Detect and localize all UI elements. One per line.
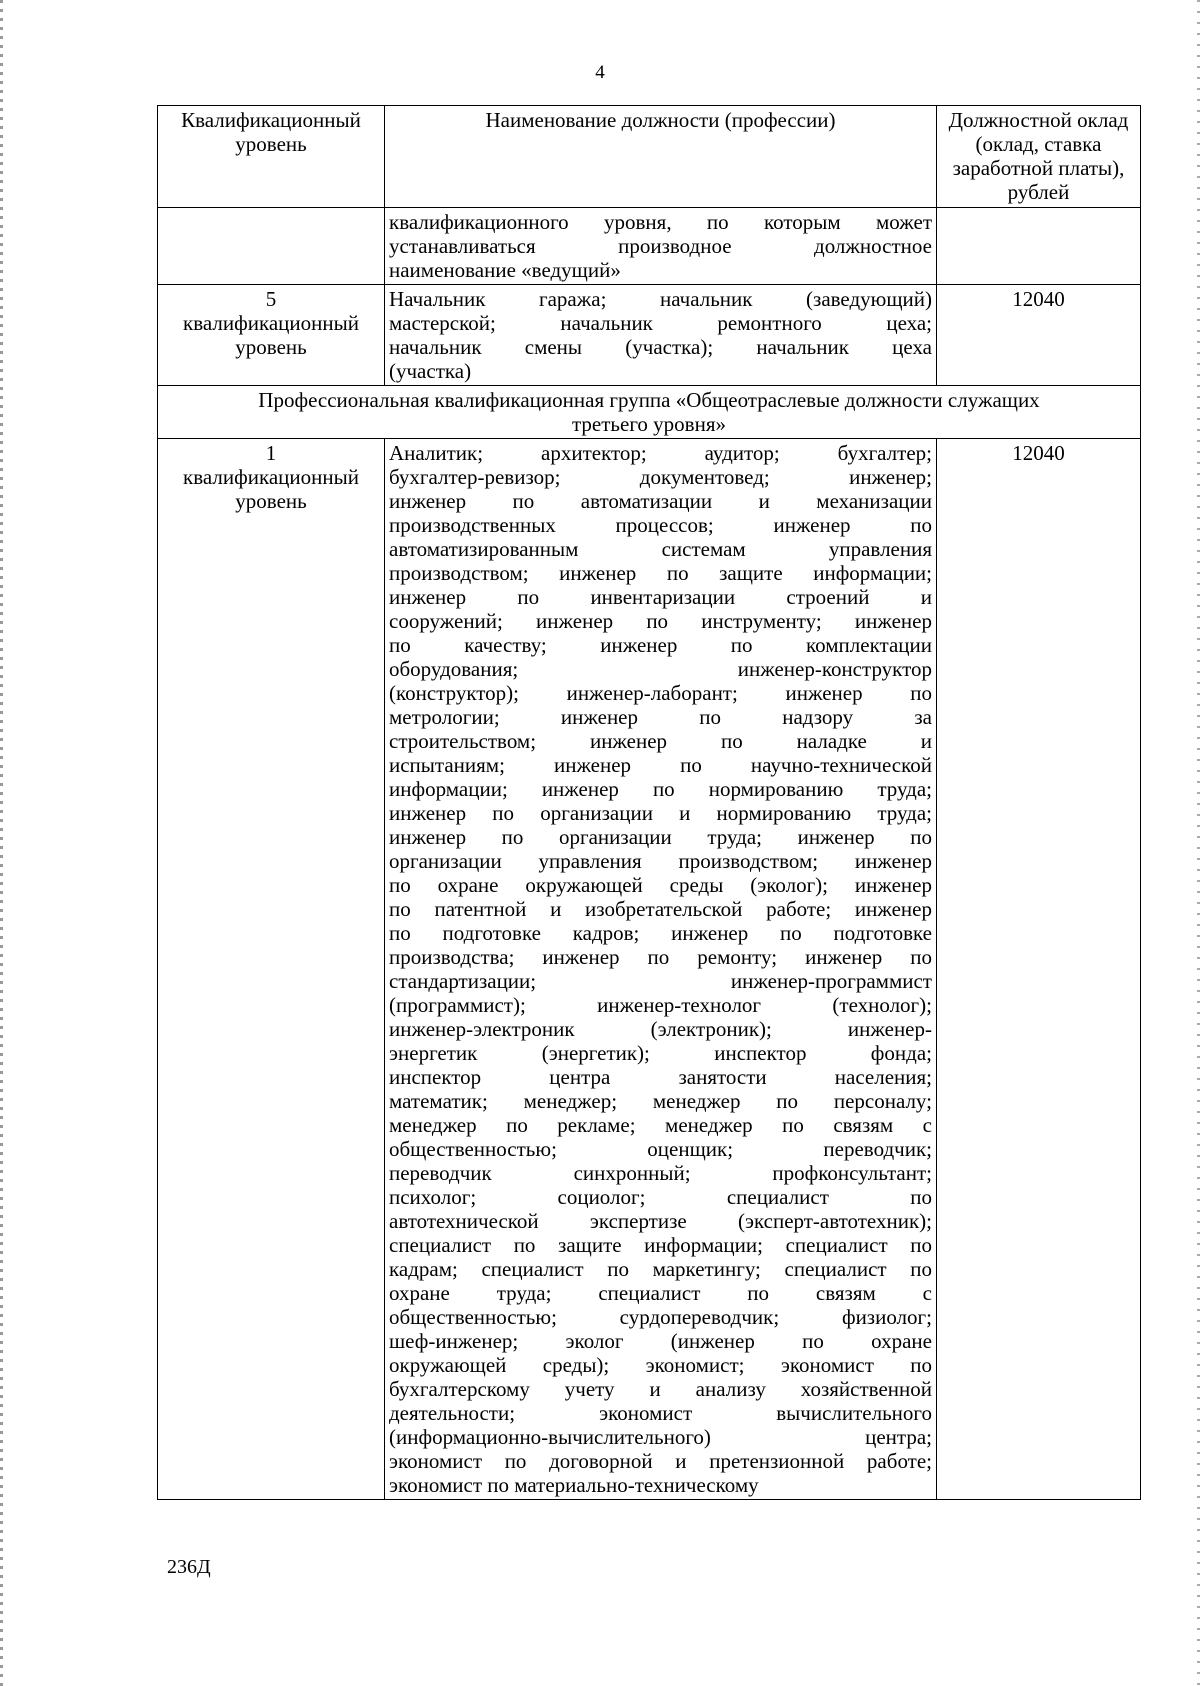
position-line: стандартизации; инженер-программист xyxy=(389,969,932,993)
position-line: бухгалтер-ревизор; документовед; инженер; xyxy=(389,465,932,489)
position-line: энергетик (энергетик); инспектор фонда; xyxy=(389,1041,932,1065)
position-line: производственных процессов; инженер по xyxy=(389,513,932,537)
position-line: инженер по автоматизации и механизации xyxy=(389,489,932,513)
position-line: экономист по договорной и претензионной работе; xyxy=(389,1449,932,1473)
position-line: менеджер по рекламе; менеджер по связям с xyxy=(389,1113,932,1137)
header-position: Наименование должности (профессии) xyxy=(385,106,937,208)
position-line: общественностью; оценщик; переводчик; xyxy=(389,1137,932,1161)
position-line: производством; инженер по защите информации; xyxy=(389,561,932,585)
position-line: строительством; инженер по наладке и xyxy=(389,729,932,753)
position-line: общественностью; сурдопереводчик; физиолог; xyxy=(389,1305,932,1329)
position-line: инженер по инвентаризации строений и xyxy=(389,585,932,609)
position-line: мастерской; начальник ремонтного цеха; xyxy=(389,311,932,335)
position-line: (программист); инженер-технолог (технолог); xyxy=(389,993,932,1017)
position-line: кадрам; специалист по маркетингу; специалист по xyxy=(389,1257,932,1281)
continuation-level-cell xyxy=(158,208,385,285)
continuation-row xyxy=(158,208,1141,285)
scan-edge-left xyxy=(0,0,3,1686)
position-line: начальник смены (участка); начальник цеха xyxy=(389,335,932,359)
position-line: устанавливаться производное должностное xyxy=(389,234,932,258)
position-line: оборудования; инженер-конструктор xyxy=(389,657,932,681)
continuation-position-cell xyxy=(385,208,937,285)
position-line: (информационно-вычислительного) центра; xyxy=(389,1425,932,1449)
level-word: уровень xyxy=(235,489,307,513)
position-line: по охране окружающей среды (эколог); инженер xyxy=(389,873,932,897)
document-code: 236Д xyxy=(167,1556,211,1578)
position-line: автотехнической экспертизе (эксперт-автотехник); xyxy=(389,1209,932,1233)
qualification-table xyxy=(157,105,1141,1500)
position-line: окружающей среды); экономист; экономист по xyxy=(389,1353,932,1377)
position-line: по качеству; инженер по комплектации xyxy=(389,633,932,657)
position-line: производства; инженер по ремонту; инженер по xyxy=(389,945,932,969)
position-line: организации управления производством; инженер xyxy=(389,849,932,873)
continuation-salary-cell xyxy=(937,208,1141,285)
position-line: по патентной и изобретательской работе; инженер xyxy=(389,897,932,921)
position-line: сооружений; инженер по инструменту; инженер xyxy=(389,609,932,633)
position-line: наименование «ведущий» xyxy=(389,258,621,282)
position-line: деятельности; экономист вычислительного xyxy=(389,1401,932,1425)
position-line: охране труда; специалист по связям с xyxy=(389,1281,932,1305)
header-level: Квалификационный уровень xyxy=(158,106,385,208)
table-header-row xyxy=(158,106,1141,208)
group-title-line: третьего уровня» xyxy=(572,412,726,436)
level-number: 5 xyxy=(265,287,277,311)
level-number: 1 xyxy=(265,441,277,465)
level1-salary: 12040 xyxy=(937,439,1141,1500)
level5-level-cell xyxy=(158,285,385,386)
position-line: квалификационного уровня, по которым может xyxy=(389,210,932,234)
position-line: информации; инженер по нормированию труда; xyxy=(389,777,932,801)
position-line: Аналитик; архитектор; аудитор; бухгалтер; xyxy=(389,441,932,465)
level-word: квалификационный xyxy=(183,465,359,489)
level-word: уровень xyxy=(235,335,307,359)
position-line: метрологии; инженер по надзору за xyxy=(389,705,932,729)
position-line: математик; менеджер; менеджер по персоналу; xyxy=(389,1089,932,1113)
position-line: (участка) xyxy=(389,359,472,383)
position-line: инженер по организации и нормированию труда; xyxy=(389,801,932,825)
position-line: шеф-инженер; эколог (инженер по охране xyxy=(389,1329,932,1353)
position-line: переводчик синхронный; профконсультант; xyxy=(389,1161,932,1185)
position-line: бухгалтерскому учету и анализу хозяйственной xyxy=(389,1377,932,1401)
position-line: по подготовке кадров; инженер по подготовке xyxy=(389,921,932,945)
position-line: (конструктор); инженер-лаборант; инженер по xyxy=(389,681,932,705)
position-line: экономист по материально-техническому xyxy=(389,1473,759,1497)
level1-row xyxy=(158,439,1141,1500)
level5-row xyxy=(158,285,1141,386)
level5-position-cell xyxy=(385,285,937,386)
group-title-cell xyxy=(158,386,1141,439)
header-salary: Должностной оклад (оклад, ставка заработной платы), рублей xyxy=(937,106,1141,208)
page-number: 4 xyxy=(595,62,605,83)
group-title-line: Профессиональная квалификационная группа «Общеотраслевые должности служащих xyxy=(258,388,1040,412)
level1-position-cell xyxy=(385,439,937,1500)
position-line: инженер по организации труда; инженер по xyxy=(389,825,932,849)
position-line: испытаниям; инженер по научно-технической xyxy=(389,753,932,777)
position-line: инспектор центра занятости населения; xyxy=(389,1065,932,1089)
position-line: психолог; социолог; специалист по xyxy=(389,1185,932,1209)
position-line: Начальник гаража; начальник (заведующий) xyxy=(389,287,932,311)
group-row xyxy=(158,386,1141,439)
position-line: специалист по защите информации; специалист по xyxy=(389,1233,932,1257)
level-word: квалификационный xyxy=(183,311,359,335)
level1-level-cell xyxy=(158,439,385,1500)
level5-salary: 12040 xyxy=(937,285,1141,386)
position-line: инженер-электроник (электроник); инженер- xyxy=(389,1017,932,1041)
position-line: автоматизированным системам управления xyxy=(389,537,932,561)
